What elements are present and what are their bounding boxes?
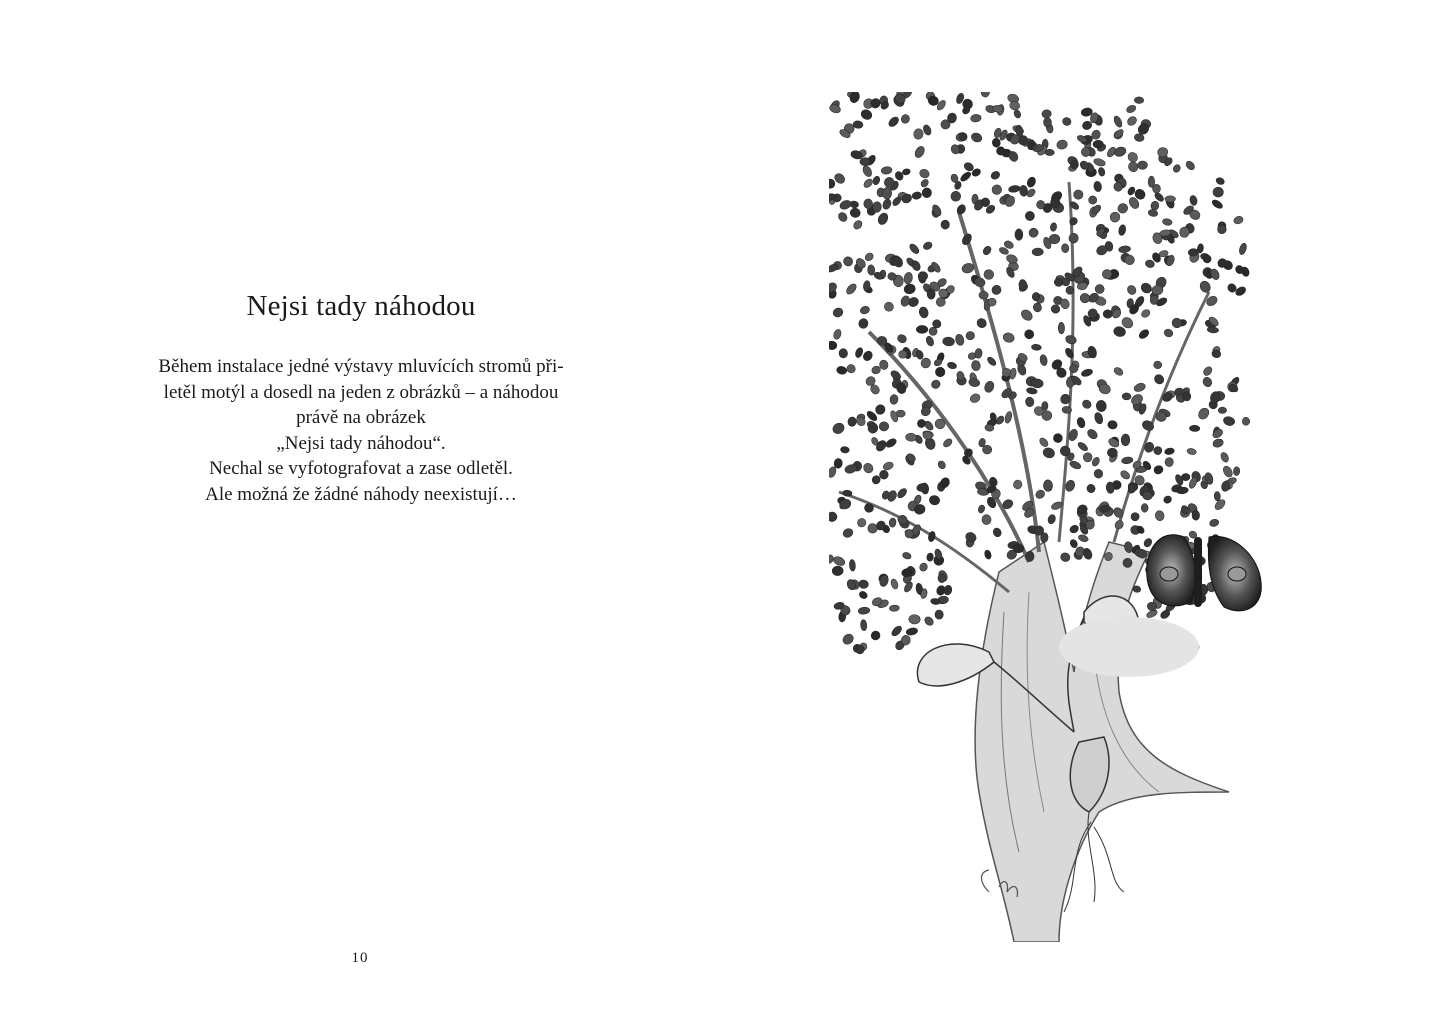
leaf [889,394,898,405]
leaf [917,419,925,427]
leaf [918,168,930,180]
leaf [1215,176,1225,185]
leaf [927,289,936,300]
leaf [1032,248,1043,256]
leaf [883,301,895,313]
leaf [1189,195,1198,206]
leaf [922,187,932,198]
leaf [890,624,903,637]
leaf [1126,115,1139,128]
leaf [858,579,869,589]
page-number: 10 [351,950,369,966]
leaf [859,305,870,315]
leaf [1043,479,1053,491]
leaf [1065,334,1078,345]
leaf [1211,428,1224,440]
leaf [837,211,849,223]
leaf [966,331,975,340]
leaf [860,619,867,631]
leaf [1050,222,1058,232]
leaf [925,335,935,347]
leaf [889,518,897,528]
leaf [1092,468,1104,480]
leaf [911,191,922,200]
leaf [879,421,890,431]
leaf [882,461,894,472]
leaf [1009,368,1017,380]
leaf [951,191,961,201]
text-line: Během instalace jedné výstavy mluvících stromů při- [158,356,564,377]
leaf [1038,436,1050,448]
leaf [923,615,935,627]
leaf [858,590,869,600]
leaf [991,184,1002,195]
leaf [992,527,1003,539]
leaf [1079,292,1091,304]
leaf [1077,534,1089,543]
leaf [977,504,986,514]
leaf [935,610,944,620]
leaf [1141,504,1148,513]
leaf [970,114,981,123]
leaf [913,128,924,140]
leaf [1125,104,1137,114]
leaf [876,211,889,226]
leaf [1121,434,1130,446]
leaf [1165,196,1176,202]
leaf [1032,302,1042,313]
leaf [842,490,852,496]
leaf [858,317,870,329]
leaf [832,566,843,576]
leaf [1015,229,1023,241]
leaf [1162,218,1173,226]
leaf [1126,150,1139,163]
tree-drawing [829,92,1281,942]
leaf [1233,467,1240,476]
leaf [1076,416,1086,428]
leaf [1143,537,1154,548]
leaf [1172,163,1182,173]
leaf [1031,378,1044,388]
leaf [902,168,911,176]
leaf [1093,412,1104,425]
body-text [120,354,602,507]
leaf [971,360,981,371]
leaf [852,219,864,231]
leaf [1196,406,1211,421]
leaf [1134,97,1144,104]
leaf [1214,491,1221,501]
text-line: Nechal se vyfotografovat a zase odletěl. [209,458,513,479]
leaf [1039,354,1048,366]
leaf [975,317,988,330]
leaf [864,251,875,262]
leaf [842,527,854,539]
leaf [1189,425,1200,432]
leaf [981,92,990,98]
leaf [1119,469,1131,481]
leaf [960,232,973,246]
leaf [970,131,983,143]
leaf [1164,447,1175,455]
leaf [859,108,873,121]
leaf [1219,451,1230,463]
leaf [1025,211,1036,222]
leaf [896,333,908,344]
leaf [847,417,856,427]
leaf [1181,473,1190,481]
leaf [829,341,837,350]
leaf [1019,185,1028,197]
leaf [990,170,1002,181]
leaf [1107,437,1120,449]
leaf [1096,400,1107,412]
page-title: Nejsi tady náhodou [246,290,476,322]
leaf [1233,215,1245,225]
leaf [986,356,998,367]
leaf [832,555,846,567]
leaf [1139,281,1153,295]
leaf [1170,316,1184,330]
leaf [1163,328,1174,338]
leaf [1093,140,1104,148]
leaf [1221,465,1234,479]
leaf [1045,149,1055,156]
leaf [1077,441,1090,453]
leaf [874,403,888,417]
leaf [955,203,967,216]
leaf [903,283,916,295]
leaf [1212,438,1225,449]
text-line: letěl motýl a dosedl na jeden z obrázků – a náhodou [163,381,559,403]
leaf [1026,176,1037,189]
leaf [1019,308,1034,323]
leaf [1126,284,1138,296]
leaf [832,306,845,318]
leaf [1186,448,1197,456]
leaf [1031,344,1042,351]
leaf [1242,417,1250,425]
leaf [1056,139,1068,150]
leaf [839,348,848,358]
leaf [1012,479,1023,490]
leaf [903,272,913,285]
leaf [881,166,893,174]
leaf [896,487,908,500]
leaf [845,363,857,375]
leaf [832,328,842,340]
leaf [890,578,899,590]
leaf [1052,432,1065,445]
leaf [1198,279,1212,294]
leaf [845,282,858,296]
leaf [918,562,929,573]
leaf [882,187,891,199]
leaf [841,632,855,646]
leaf [1107,420,1118,430]
leaf [1218,407,1227,413]
leaf [1050,303,1061,314]
leaf [909,614,921,624]
leaf [849,559,856,571]
leaf [1093,181,1102,193]
leaf [1113,366,1125,377]
leaf [1153,373,1166,386]
leaf [1202,365,1214,377]
leaf [872,175,881,186]
text-line: právě na obrázek [296,407,426,428]
leaf [1184,160,1196,172]
leaf [1034,488,1046,500]
leaf [1058,322,1065,334]
leaf [1213,187,1224,198]
leaf [1118,245,1131,253]
leaf [968,378,980,388]
leaf [862,349,875,362]
leaf [1118,224,1127,236]
leaf [840,446,850,453]
leaf [1004,411,1013,424]
leaf [1087,194,1099,205]
leaf [1154,510,1165,522]
leaf [899,295,911,308]
leaf [969,392,982,404]
leaf [930,378,942,390]
leaf [1113,326,1127,338]
leaf [849,207,861,219]
leaf [1192,510,1200,520]
leaf [1042,446,1056,459]
leaf [932,320,941,328]
leaf [1025,551,1034,561]
leaf [839,199,853,211]
leaf [922,241,933,251]
leaf [1207,326,1219,333]
leaf [928,495,940,506]
leaf [1041,109,1051,118]
leaf [922,124,933,136]
leaf [920,178,930,189]
leaf [829,103,842,114]
leaf [916,325,928,333]
leaf [1069,460,1082,471]
leaf [1153,361,1162,369]
leaf [1069,524,1080,535]
leaf [869,629,882,642]
leaf [836,365,848,375]
leaf [842,255,855,268]
leaf [831,421,846,435]
leaf [1113,519,1125,531]
leaf [854,347,864,359]
leaf [918,306,929,319]
leaf [861,164,873,178]
leaf [979,291,989,299]
leaf [1061,116,1072,126]
leaf [1081,398,1093,410]
leaf [1130,511,1140,521]
leaf [1013,109,1022,119]
leaf [1002,332,1015,344]
leaf [1137,161,1147,170]
leaf [1148,209,1159,218]
leaf [1069,538,1079,549]
leaf [881,198,892,211]
leaf [990,283,1003,296]
leaf [1073,189,1084,200]
leaf [1162,495,1172,505]
leaf [1133,382,1147,393]
text-line: „Nejsi tady náhodou“. [276,432,446,454]
leaf [1112,115,1123,129]
leaf [926,553,934,562]
leaf [981,514,991,525]
leaf [1026,387,1038,395]
leaf [1047,514,1057,525]
leaf [1080,368,1093,378]
leaf [992,138,1001,148]
leaf [1085,483,1096,494]
leaf [1164,457,1174,467]
leaf [829,179,835,189]
leaf [942,437,954,448]
leaf [867,265,875,276]
leaf [1122,393,1131,400]
leaf [1153,464,1165,475]
leaf [1238,242,1248,255]
leaf [913,145,926,159]
leaf [889,605,899,612]
leaf [1061,244,1069,253]
leaf [983,380,996,394]
leaf [862,177,874,189]
leaf [937,460,947,471]
leaf [900,113,911,124]
leaf [1083,452,1093,462]
leaf [1201,376,1213,389]
leaf [1093,157,1106,167]
leaf [1060,552,1072,563]
leaf [887,115,900,128]
leaf [1209,518,1220,527]
leaf [1028,227,1040,239]
leaf [856,517,868,529]
leaf [959,170,972,182]
leaf [984,549,993,560]
leaf [982,245,993,257]
leaf [862,461,875,474]
leaf [1140,308,1151,319]
leaf [884,437,897,449]
leaf [908,242,920,255]
leaf [1008,185,1020,193]
leaf [1043,117,1051,127]
leaf [1025,396,1035,407]
leaf [829,511,838,523]
leaf [943,584,953,595]
leaf [947,361,958,370]
leaf [942,337,955,347]
leaf [1138,328,1151,340]
leaf [1107,448,1117,457]
leaf [1144,259,1155,269]
leaf [1121,456,1133,464]
leaf [1068,232,1080,244]
leaf [901,635,911,645]
leaf [858,607,870,615]
leaf [1113,145,1127,158]
leaf [905,433,916,442]
leaf [934,366,947,379]
leaf [1211,198,1224,210]
tree-illustration [829,92,1281,942]
leaf [1023,328,1035,340]
leaf [1086,428,1099,441]
text-line: Ale možná že žádné náhody neexistují… [205,483,517,505]
leaf [954,333,965,346]
leaf [983,269,994,280]
leaf [941,220,950,230]
leaf [902,551,912,560]
leaf [906,627,919,636]
leaf [1097,167,1105,177]
